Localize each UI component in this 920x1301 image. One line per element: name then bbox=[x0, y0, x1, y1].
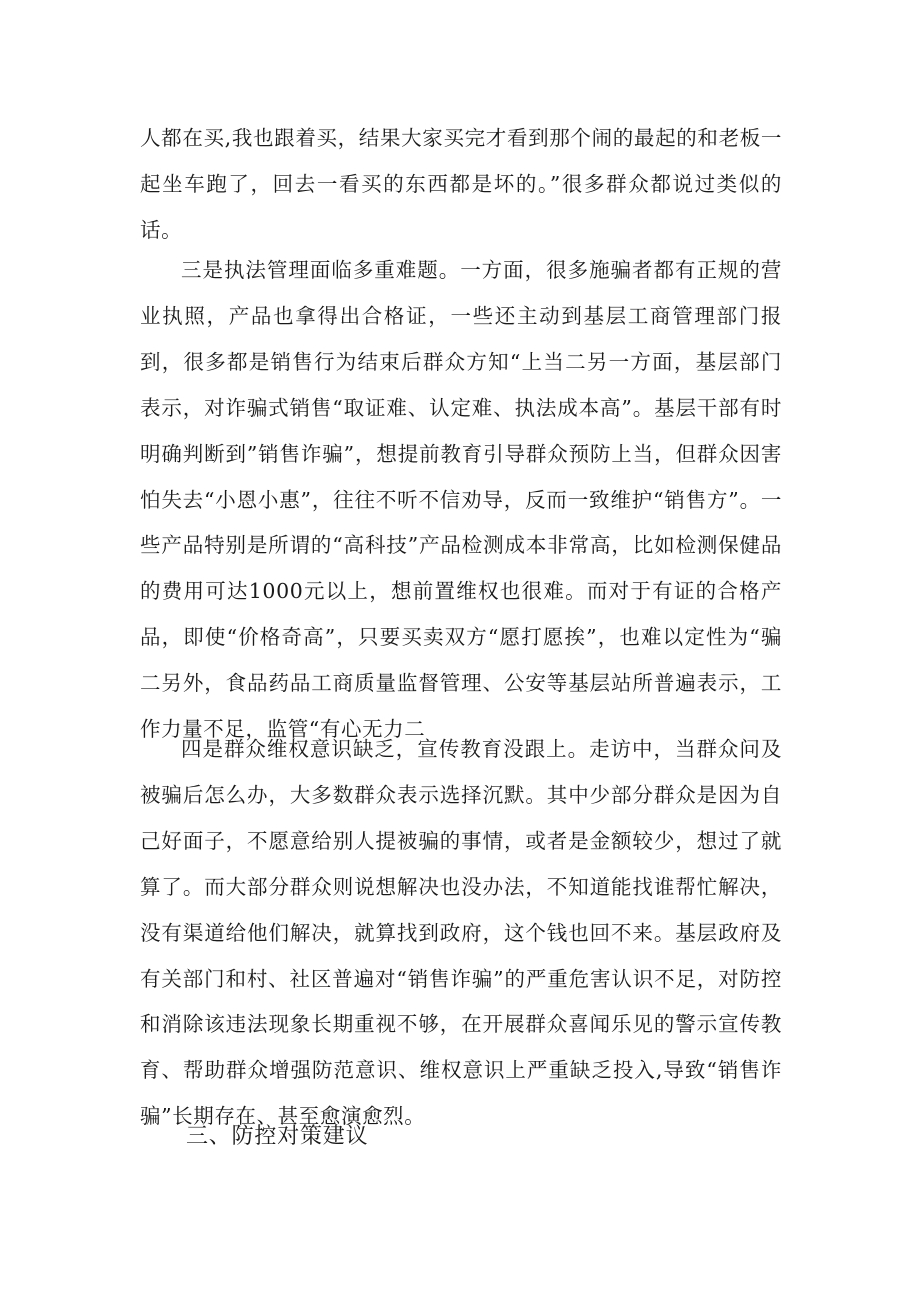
paragraph-continuation: 人都在买,我也跟着买，结果大家买完才看到那个闹的最起的和老板一起坐车跑了，回去一看买的东西都是坏的。”很多群众都说过类似的话。 bbox=[140, 126, 782, 242]
body-text-block bbox=[140, 248, 782, 753]
paragraph-enforcement-difficulties: 三是执法管理面临多重难题。一方面，很多施骗者都有正规的营业执照，产品也拿得出合格证，一些还主动到基层工商管理部门报到，很多都是销售行为结束后群众方知“上当二另一方面，基层部门表示，对诈骗式销售“取证难、认定难、执法成本高”。基层干部有时明确判断到”销售诈骗”，想提前教育引导群众预防上当，但群众因害怕失去“小恩小惠”，往往不听不信劝导，反而一致维护“销售方”。一些产品特别是所谓的“高科技”产品检测成本非常高，比如检测保健品的费用可达1000元以上，想前置维权也很难。而对于有证的合格产品，即使“价格奇高”，只要买卖双方“愿打愿挨”，也难以定性为“骗二另外，食品药品工商质量监督管理、公安等基层站所普遍表示，工作力量不足，监管“有心无力二 bbox=[140, 258, 782, 742]
body-text-block bbox=[140, 727, 782, 1140]
body-text-block bbox=[140, 116, 782, 254]
section-heading: 三、防控对策建议 bbox=[186, 1124, 369, 1149]
paragraph-rights-awareness: 四是群众维权意识缺乏，宣传教育没跟上。走访中，当群众问及被骗后怎么办，大多数群众表示选择沉默。其中少部分群众是因为自己好面子，不愿意给别人提被骗的事情，或者是金额较少，想过了就算了。而大部分群众则说想解决也没办法，不知道能找谁帮忙解决，没有渠道给他们解决，就算找到政府，这个钱也回不来。基层政府及有关部门和村、社区普遍对“销售诈骗”的严重危害认识不足，对防控和消除该违法现象长期重视不够，在开展群众喜闻乐见的警示宣传教育、帮助群众增强防范意识、维权意识上严重缺乏投入,导致“销售诈骗”长期存在、甚至愈演愈烈。 bbox=[140, 737, 782, 1129]
